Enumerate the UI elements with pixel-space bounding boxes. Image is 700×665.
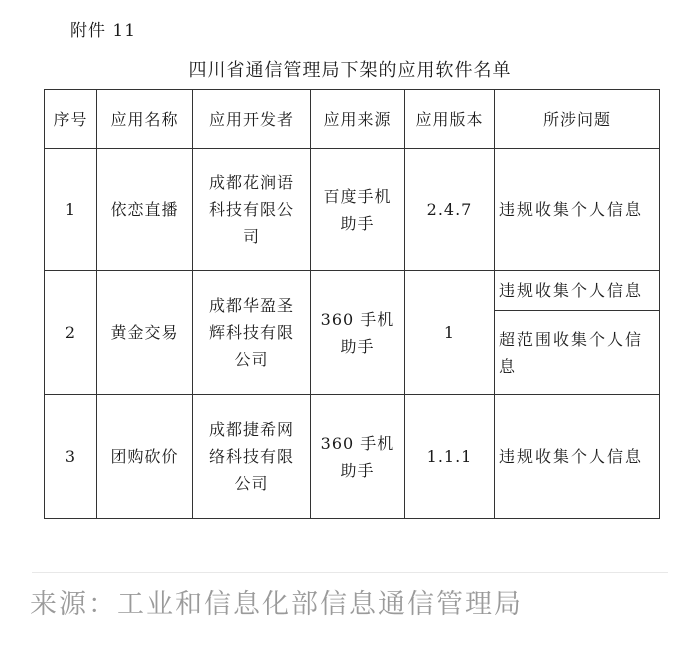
header-issues: 所涉问题: [495, 90, 660, 149]
developer-line: 成都花涧语: [208, 173, 294, 192]
source-line: 360 手机: [320, 309, 395, 329]
header-version: 应用版本: [405, 90, 495, 149]
source-line: 助手: [340, 460, 375, 480]
cell-issue: [495, 311, 660, 395]
cell-developer: [193, 271, 311, 395]
cell-developer: [193, 149, 311, 271]
cell-developer: [193, 395, 311, 519]
removed-apps-table: [44, 89, 660, 519]
source-line: 百度手机: [323, 186, 392, 206]
source-line: 360 手机: [320, 433, 395, 453]
cell-index: 3: [45, 395, 97, 519]
document-title: 四川省通信管理局下架的应用软件名单: [188, 60, 512, 81]
source-line: 助手: [340, 213, 375, 233]
header-source: 应用来源: [311, 90, 405, 149]
cell-version: 1: [405, 271, 495, 395]
cell-app-name: 黄金交易: [97, 271, 193, 395]
header-index: 序号: [45, 90, 97, 149]
table-row: [45, 395, 660, 519]
caption-divider: [32, 572, 668, 573]
developer-line: 科技有限公: [208, 200, 294, 219]
table-row: [45, 271, 660, 311]
issue-line: 超范围收集个人信: [499, 329, 644, 349]
developer-line: 辉科技有限: [208, 323, 294, 342]
cell-version: 1.1.1: [405, 395, 495, 519]
table-row: [45, 149, 660, 271]
cell-issue: [495, 395, 660, 519]
cell-source: [311, 149, 405, 271]
cell-source: [311, 271, 405, 395]
developer-line: 公司: [234, 350, 269, 369]
cell-app-name: 依恋直播: [97, 149, 193, 271]
developer-line: 公司: [234, 474, 269, 493]
cell-source: [311, 395, 405, 519]
header-app-name: 应用名称: [97, 90, 193, 149]
developer-line: 成都华盈圣: [208, 296, 294, 315]
issue-line: 息: [499, 356, 518, 376]
issue-line: 违规收集个人信息: [499, 200, 644, 219]
issue-line: 违规收集个人信息: [499, 281, 644, 300]
developer-line: 司: [242, 227, 260, 246]
cell-app-name: 团购砍价: [97, 395, 193, 519]
attachment-label: 附件 11: [70, 21, 137, 41]
cell-index: 2: [45, 271, 97, 395]
cell-version: 2.4.7: [405, 149, 495, 271]
source-line: 助手: [340, 336, 375, 356]
source-caption: 来源：工业和信息化部信息通信管理局: [30, 589, 523, 620]
header-developer: 应用开发者: [193, 90, 311, 149]
developer-line: 成都捷希网: [208, 420, 294, 439]
cell-issue: [495, 271, 660, 311]
issue-line: 违规收集个人信息: [499, 447, 644, 466]
cell-index: 1: [45, 149, 97, 271]
developer-line: 络科技有限: [208, 447, 294, 466]
table-header-row: [45, 90, 660, 149]
cell-issue: [495, 149, 660, 271]
